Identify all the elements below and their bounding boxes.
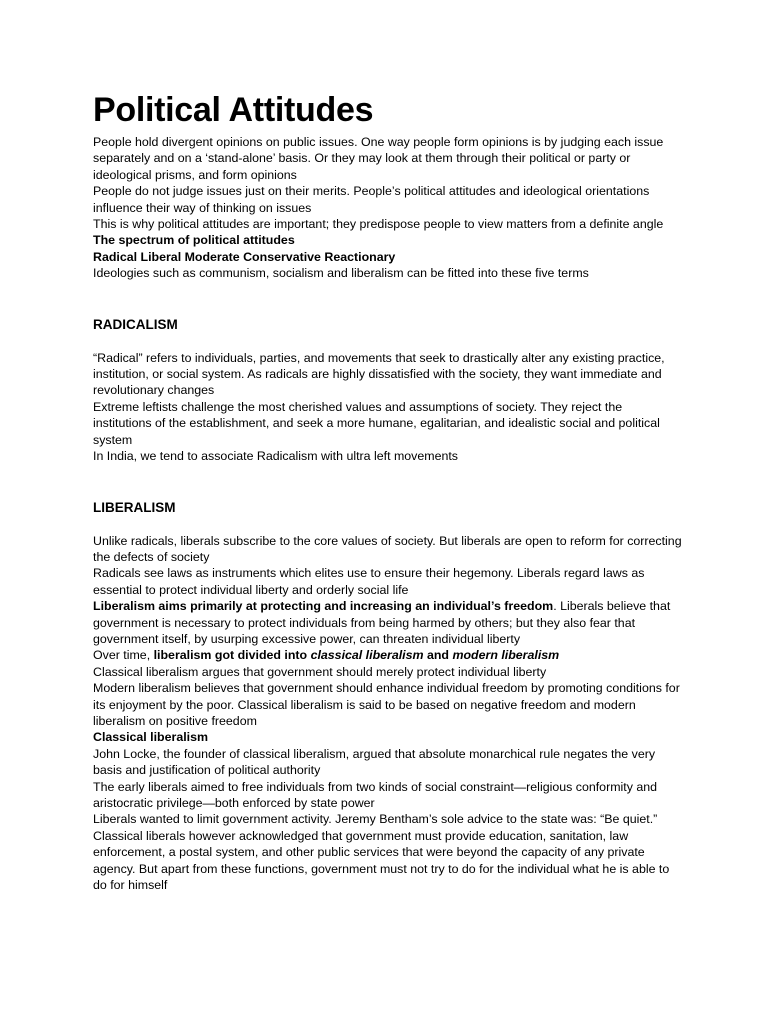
intro-paragraph-3: This is why political attitudes are important; they predispose people to view matters from a definite angle bbox=[93, 217, 664, 232]
liberalism-paragraph-3-rest: . Liberals believe that government is necessary to protect individuals from being harmed by others; but they also fear that government itself, by usurping excessive power, can threaten individual liberty bbox=[93, 599, 671, 646]
liberalism-paragraph-6: Modern liberalism believes that government should enhance individual freedom by promoting conditions for its enjoyment by the poor. Classical liberalism is said to be based on negative freedom and modern liberalism on positive freedom bbox=[93, 681, 680, 728]
intro-paragraph-2: People do not judge issues just on their merits. People’s political attitudes and ideological orientations influence their way of thinking on issues bbox=[93, 184, 650, 215]
liberalism-paragraph-1: Unlike radicals, liberals subscribe to the core values of society. But liberals are open to reform for correcting the defects of society bbox=[93, 533, 682, 564]
spectrum-terms: Radical Liberal Moderate Conservative Reactionary bbox=[93, 249, 396, 264]
liberalism-freedom-emphasis: Liberalism aims primarily at protecting and increasing an individual’s freedom bbox=[93, 599, 554, 614]
liberalism-paragraph-4 bbox=[93, 647, 683, 663]
liberalism-paragraph-5: Classical liberalism argues that government should merely protect individual liberty bbox=[93, 664, 547, 679]
liberalism-paragraph-7: John Locke, the founder of classical liberalism, argued that absolute monarchical rule negates the very basis and justification of political authority bbox=[93, 746, 656, 778]
liberalism-paragraph-9: Liberals wanted to limit government activity. Jeremy Bentham’s sole advice to the state was: “Be quiet.” Classical liberals however acknowledged that government must provide education, sanitation, law enforcement, a postal system, and other public services that were beyond the capacity of any private agency. But apart from these functions, government must not try to do for the individual what he is able to do for himself bbox=[93, 812, 670, 893]
page-title: Political Attitudes bbox=[93, 91, 374, 129]
section-spacer bbox=[93, 334, 683, 350]
liberalism-and-connector: and bbox=[423, 648, 453, 663]
radicalism-paragraph-3: In India, we tend to associate Radicalism with ultra left movements bbox=[93, 449, 459, 464]
liberalism-paragraph-2: Radicals see laws as instruments which elites use to ensure their hegemony. Liberals regard laws as essential to protect individual liberty and orderly social life bbox=[93, 566, 645, 597]
intro-paragraph-4: Ideologies such as communism, socialism and liberalism can be fitted into these five terms bbox=[93, 266, 589, 281]
liberalism-divided-emphasis: liberalism got divided into bbox=[153, 648, 311, 663]
document-page bbox=[93, 88, 683, 893]
section-spacer bbox=[93, 465, 683, 499]
liberalism-paragraph-8: The early liberals aimed to free individuals from two kinds of social constraint—religious conformity and aristocratic privilege—both enforced by state power bbox=[93, 779, 658, 810]
modern-liberalism-term: modern liberalism bbox=[452, 648, 560, 663]
liberalism-paragraph-3 bbox=[93, 598, 683, 647]
radicalism-heading: RADICALISM bbox=[93, 316, 178, 332]
section-spacer bbox=[93, 517, 683, 533]
section-spacer bbox=[93, 282, 683, 316]
radicalism-paragraph-1: “Radical” refers to individuals, parties, and movements that seek to drastically alter any existing practice, institution, or social system. As radicals are highly dissatisfied with the society, they want immediate and revolutionary changes bbox=[93, 350, 665, 398]
liberalism-heading: LIBERALISM bbox=[93, 499, 176, 515]
liberalism-paragraph-4-lead: Over time, bbox=[93, 648, 154, 663]
intro-paragraph-1: People hold divergent opinions on public issues. One way people form opinions is by judging each issue separately and on a ‘stand-alone’ basis. Or they may look at them through their political or party or ideological prisms, and form opinions bbox=[93, 135, 664, 182]
classical-liberalism-heading: Classical liberalism bbox=[93, 730, 209, 745]
radicalism-paragraph-2: Extreme leftists challenge the most cherished values and assumptions of society. They reject the institutions of the establishment, and seek a more humane, egalitarian, and idealistic social and political system bbox=[93, 399, 660, 447]
spectrum-heading: The spectrum of political attitudes bbox=[93, 233, 295, 248]
classical-liberalism-term: classical liberalism bbox=[310, 648, 424, 663]
